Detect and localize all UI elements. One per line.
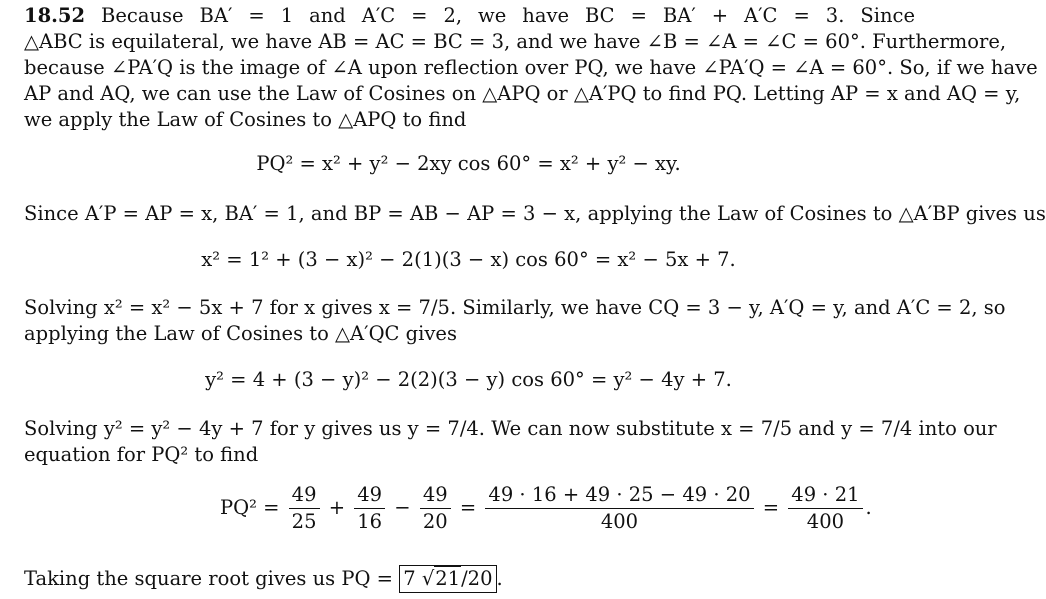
p1-line-1-text: Because BA′ = 1 and A′C = 2, we have BC = BA′ + A′C = 3. Since xyxy=(101,4,915,27)
fraction-49-16-numerator: 49 xyxy=(354,484,385,509)
paragraph-intro-line-5: we apply the Law of Cosines to △APQ to find xyxy=(24,108,467,131)
answer-coefficient: 7 xyxy=(403,567,416,590)
fraction-49-16-denominator: 16 xyxy=(357,510,383,533)
final-answer-box xyxy=(399,565,496,593)
equation-pq-fractions xyxy=(220,484,872,533)
conclusion-period: . xyxy=(496,567,503,590)
paragraph-x-setup xyxy=(24,201,1046,227)
paragraph-y-setup-line-1: Solving x² = x² − 5x + 7 for x gives x = 7/5. Similarly, we have CQ = 3 − y, A′Q = y, and A′C = 2, so xyxy=(24,296,1006,319)
paragraph-intro-line-4: AP and AQ, we can use the Law of Cosines on △APQ or △A′PQ to find PQ. Letting AP = x and AQ = y, xyxy=(24,82,1021,105)
fraction-49-25-denominator: 25 xyxy=(291,510,317,533)
fraction-combined-denominator: 400 xyxy=(600,510,639,533)
paragraph-conclusion xyxy=(24,565,915,593)
paragraph-intro-line-2: △ABC is equilateral, we have AB = AC = BC = 3, and we have ∠B = ∠A = ∠C = 60°. Furthermore, xyxy=(24,30,1007,53)
paragraph-x-setup-line-1: Since A′P = AP = x, BA′ = 1, and BP = AB − AP = 3 − x, applying the Law of Cosines to △A′BP gives us xyxy=(24,202,1046,225)
equation-pq-squared: PQ² = x² + y² − 2xy cos 60° = x² + y² − xy. xyxy=(256,152,681,175)
fraction-49-20-denominator: 20 xyxy=(422,510,448,533)
fraction-combined xyxy=(485,484,753,533)
fraction-49-20-numerator: 49 xyxy=(420,484,451,509)
eq4-equals-b: = xyxy=(762,496,780,519)
fraction-49-25-numerator: 49 xyxy=(289,484,320,509)
fraction-simplified-denominator: 400 xyxy=(806,510,845,533)
equation-x-cosines: x² = 1² + (3 − x)² − 2(1)(3 − x) cos 60° = x² − 5x + 7. xyxy=(201,248,736,271)
answer-denominator: /20 xyxy=(461,567,493,590)
fraction-simplified xyxy=(788,484,862,533)
fraction-simplified-numerator: 49 · 21 xyxy=(788,484,862,509)
radical-sign: √ xyxy=(421,567,435,590)
eq4-plus: + xyxy=(328,496,346,519)
paragraph-substitute xyxy=(24,416,997,468)
paragraph-y-setup-line-2: applying the Law of Cosines to △A′QC gives xyxy=(24,322,457,345)
eq4-lhs: PQ² = xyxy=(220,496,280,519)
eq4-equals-a: = xyxy=(459,496,477,519)
fraction-combined-numerator: 49 · 16 + 49 · 25 − 49 · 20 xyxy=(485,484,753,509)
paragraph-y-setup xyxy=(24,295,1006,347)
problem-number: 18.52 xyxy=(24,4,86,27)
fraction-49-20 xyxy=(420,484,451,533)
equation-y-cosines: y² = 4 + (3 − y)² − 2(2)(3 − y) cos 60° = y² − 4y + 7. xyxy=(205,368,732,391)
paragraph-intro xyxy=(24,3,1038,133)
paragraph-conclusion-line-1 xyxy=(24,565,915,593)
paragraph-substitute-line-1: Solving y² = y² − 4y + 7 for y gives us y = 7/4. We can now substitute x = 7/5 and y = 7/4 into our xyxy=(24,417,997,440)
fraction-49-16 xyxy=(354,484,385,533)
paragraph-substitute-line-2: equation for PQ² to find xyxy=(24,443,259,466)
fraction-49-25 xyxy=(289,484,320,533)
paragraph-intro-line-1 xyxy=(24,3,915,29)
paragraph-intro-line-3: because ∠PA′Q is the image of ∠A upon reflection over PQ, we have ∠PA′Q = ∠A = 60°. So, if we have xyxy=(24,56,1038,79)
eq4-period: . xyxy=(865,496,872,519)
answer-radicand: 21 xyxy=(435,567,461,590)
conclusion-text: Taking the square root gives us PQ = xyxy=(24,567,394,590)
eq4-minus: − xyxy=(394,496,411,519)
